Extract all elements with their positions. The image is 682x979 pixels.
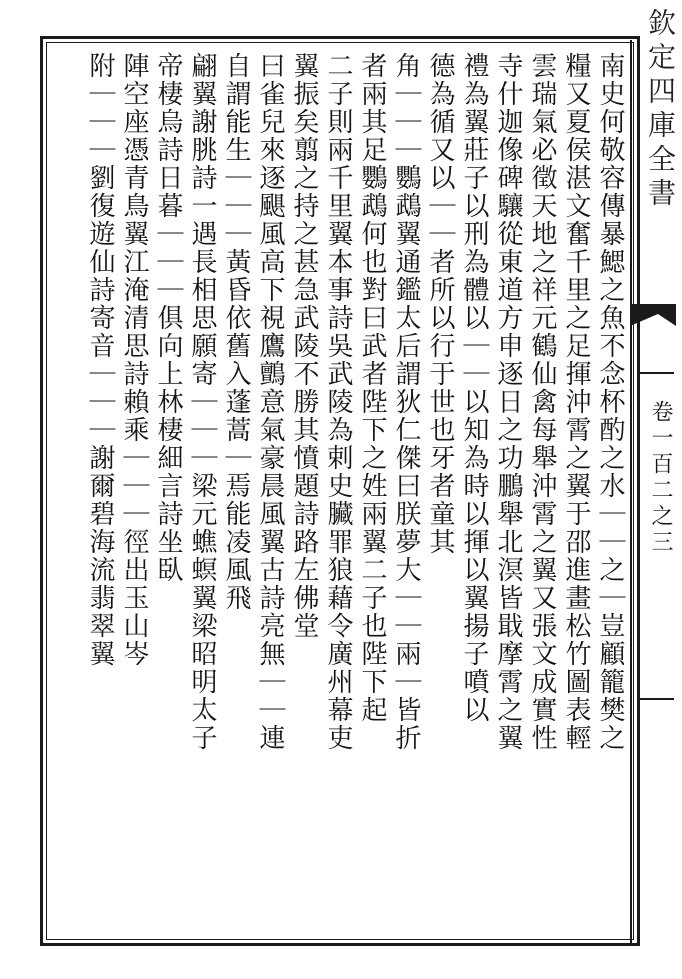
book-title: 欽定四庫全書 [644,8,677,212]
text-column: 附｜｜｜劉復遊仙詩寄音｜｜｜謝爾碧海流翡翠翼 [85,52,115,668]
margin-rule-bottom [640,698,674,700]
fishtail-ornament [628,300,678,330]
text-column: 曰雀兒來逐颶風高下視鷹鸇意氣豪晨風翼古詩亮無｜｜連 [255,52,285,752]
text-column: 陣空座憑青鳥翼江淹清思詩賴乘｜｜｜徑出玉山岑 [119,52,149,668]
margin-rule-top [640,372,674,374]
text-column: 帝棲烏詩日暮｜｜｜俱向上林棲細言詩坐臥 [153,52,183,584]
text-column: 自謂能生｜｜｜黃昏依舊入蓬蒿｜焉能凌風飛 [221,52,251,612]
text-column: 禮為翼莊子以刑為體以｜｜以知為時以揮以翼揚子噴以 [459,52,489,724]
text-column: 南史何敬容傳暴鰓之魚不念杯酌之水｜｜之｜豈顧籠樊之 [595,52,625,752]
text-column: 德為循又以｜｜者所以行于世也牙者童其 [425,52,455,556]
text-column: 雲瑞氣必徵天地之祥元鶴仙禽每舉沖霄之翼又張文成實性 [527,52,557,752]
text-column: 寺什迦像碑驤從東道方申逐日之功鵬舉北溟皆戢摩霄之翼 [493,52,523,752]
text-column: 翩翼謝朓詩一遇長相思願寄｜｜｜梁元蟭螟翼梁昭明太子 [187,52,217,752]
text-column: 二子則兩千里翼本事詩吳武陵為剌史臟罪狼藉令廣州幕吏 [323,52,353,752]
gutter-line [630,40,632,945]
text-column: 糧又夏侯湛文奮千里之足揮沖霄之翼于邵進畫松竹圖表輕 [561,52,591,752]
text-column: 翼振矣翦之持之甚急武陵不勝其憤題詩路左佛堂 [289,52,319,640]
text-column: 角｜｜｜鸚鵡翼通鑑太后謂狄仁傑曰朕夢大｜｜兩｜皆折 [391,52,421,752]
juan-label: 卷一百二之三 [648,400,673,556]
text-column: 者兩其足鸚鵡何也對曰武者陛下之姓兩翼二子也陛下起 [357,52,387,724]
